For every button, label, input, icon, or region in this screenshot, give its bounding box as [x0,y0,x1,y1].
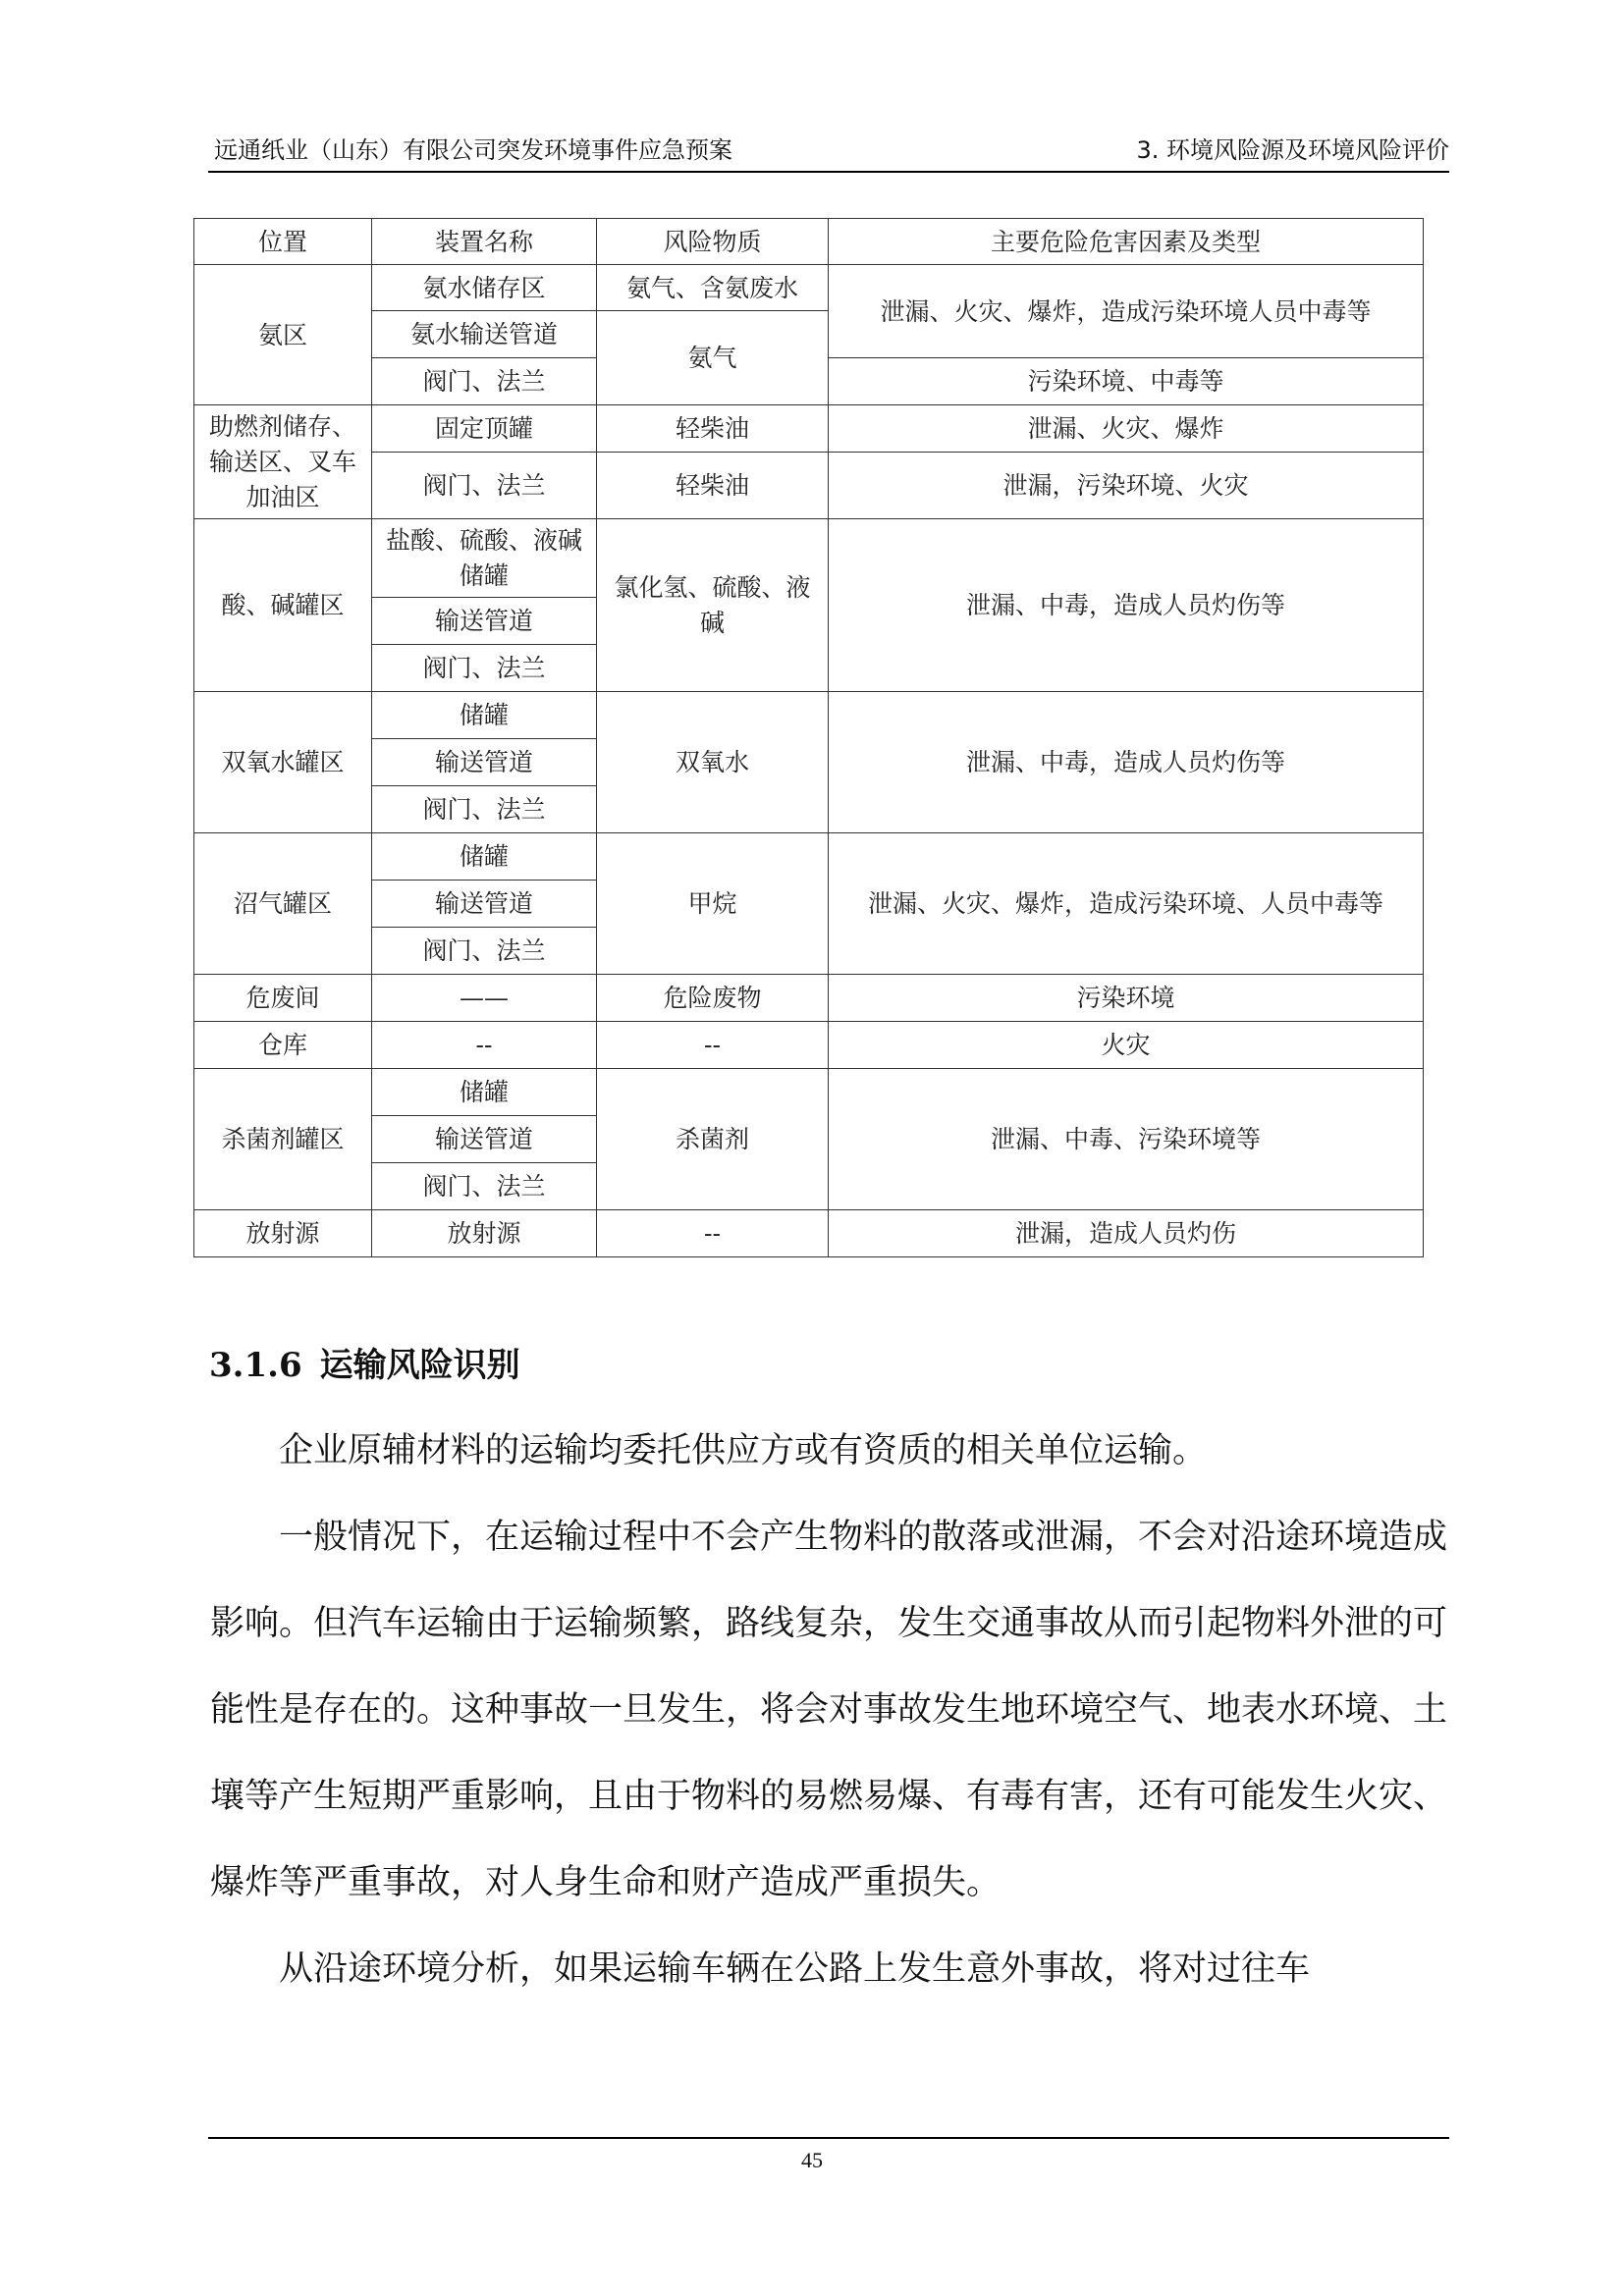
table-row [194,405,1424,453]
table-row [194,975,1424,1022]
device-cell: 输送管道 [372,881,597,928]
device-cell: 阀门、法兰 [372,453,597,519]
table-row [194,692,1424,739]
substance-cell: 双氧水 [597,692,829,833]
running-header-title: 远通纸业（山东）有限公司突发环境事件应急预案 [214,136,732,164]
hazard-cell: 泄漏、中毒，造成人员灼伤等 [829,519,1424,692]
table-row [194,833,1424,881]
substance-cell: 轻柴油 [597,453,829,519]
table-row [194,1022,1424,1069]
substance-cell: 杀菌剂 [597,1069,829,1210]
location-cell: 助燃剂储存、输送区、叉车加油区 [194,405,372,519]
device-cell: -- [372,1022,597,1069]
device-cell: 固定顶罐 [372,405,597,453]
device-cell: 输送管道 [372,1116,597,1163]
substance-cell: 轻柴油 [597,405,829,453]
table-row [194,1069,1424,1116]
location-cell: 氨区 [194,265,372,405]
substance-cell: 危险废物 [597,975,829,1022]
location-cell: 双氧水罐区 [194,692,372,833]
device-cell: 输送管道 [372,739,597,786]
device-cell: 氨水输送管道 [372,311,597,358]
location-cell: 危废间 [194,975,372,1022]
table-row [194,453,1424,519]
location-cell: 沼气罐区 [194,833,372,975]
section-heading [209,1338,520,1386]
location-cell: 放射源 [194,1210,372,1257]
column-header: 位置 [194,219,372,265]
substance-cell: 氨气 [597,311,829,405]
device-cell: 阀门、法兰 [372,358,597,405]
location-cell: 仓库 [194,1022,372,1069]
table-row [194,265,1424,311]
section-number: 3.1.6 [209,1346,302,1385]
table-row [194,519,1424,598]
table-header-row [194,219,1424,265]
device-cell: 阀门、法兰 [372,928,597,975]
device-cell: —— [372,975,597,1022]
column-header: 装置名称 [372,219,597,265]
paragraph: 企业原辅材料的运输均委托供应方或有资质的相关单位运输。 [279,1431,1208,1470]
hazard-cell: 火灾 [829,1022,1424,1069]
device-cell: 输送管道 [372,598,597,645]
substance-cell: -- [597,1210,829,1257]
hazard-cell: 泄漏，造成人员灼伤 [829,1210,1424,1257]
hazard-cell: 泄漏、中毒，造成人员灼伤等 [829,692,1424,833]
device-cell: 盐酸、硫酸、液碱储罐 [372,519,597,598]
device-cell: 阀门、法兰 [372,786,597,833]
hazard-cell: 泄漏、火灾、爆炸，造成污染环境人员中毒等 [829,265,1424,358]
location-cell: 杀菌剂罐区 [194,1069,372,1210]
device-cell: 氨水储存区 [372,265,597,311]
column-header: 主要危险危害因素及类型 [829,219,1424,265]
device-cell: 储罐 [372,1069,597,1116]
section-title: 运输风险识别 [319,1346,520,1385]
device-cell: 阀门、法兰 [372,1163,597,1210]
device-cell: 放射源 [372,1210,597,1257]
header-divider [208,171,1449,173]
substance-cell: 氯化氢、硫酸、液碱 [597,519,829,692]
page-number: 45 [801,2148,823,2172]
device-cell: 储罐 [372,833,597,881]
hazard-cell: 泄漏、中毒、污染环境等 [829,1069,1424,1210]
hazard-cell: 泄漏，污染环境、火灾 [829,453,1424,519]
running-header-chapter: 3. 环境风险源及环境风险评价 [1136,136,1449,164]
risk-source-table [193,218,1424,1257]
substance-cell: 甲烷 [597,833,829,975]
column-header: 风险物质 [597,219,829,265]
hazard-cell: 污染环境、中毒等 [829,358,1424,405]
hazard-cell: 泄漏、火灾、爆炸，造成污染环境、人员中毒等 [829,833,1424,975]
device-cell: 阀门、法兰 [372,645,597,692]
location-cell: 酸、碱罐区 [194,519,372,692]
hazard-cell: 污染环境 [829,975,1424,1022]
paragraph: 从沿途环境分析，如果运输车辆在公路上发生意外事故，将对过往车 [279,1949,1311,1989]
device-cell: 储罐 [372,692,597,739]
paragraph: 一般情况下，在运输过程中不会产生物料的散落或泄漏，不会对沿途环境造成影响。但汽车运输由于运输频繁，路线复杂，发生交通事故从而引起物料外泄的可能性是存在的。这种事故一旦发生，将会对事故发生地环境空气、地表水环境、土壤等产生短期严重影响，且由于物料的易燃易爆、有毒有害，还有可能发生火灾、爆炸等严重事故，对人身生命和财产造成严重损失。 [210,1518,1448,1902]
body-text [210,1408,1447,2012]
substance-cell: -- [597,1022,829,1069]
table-row [194,1210,1424,1257]
footer-divider [208,2137,1449,2139]
substance-cell: 氨气、含氨废水 [597,265,829,311]
hazard-cell: 泄漏、火灾、爆炸 [829,405,1424,453]
